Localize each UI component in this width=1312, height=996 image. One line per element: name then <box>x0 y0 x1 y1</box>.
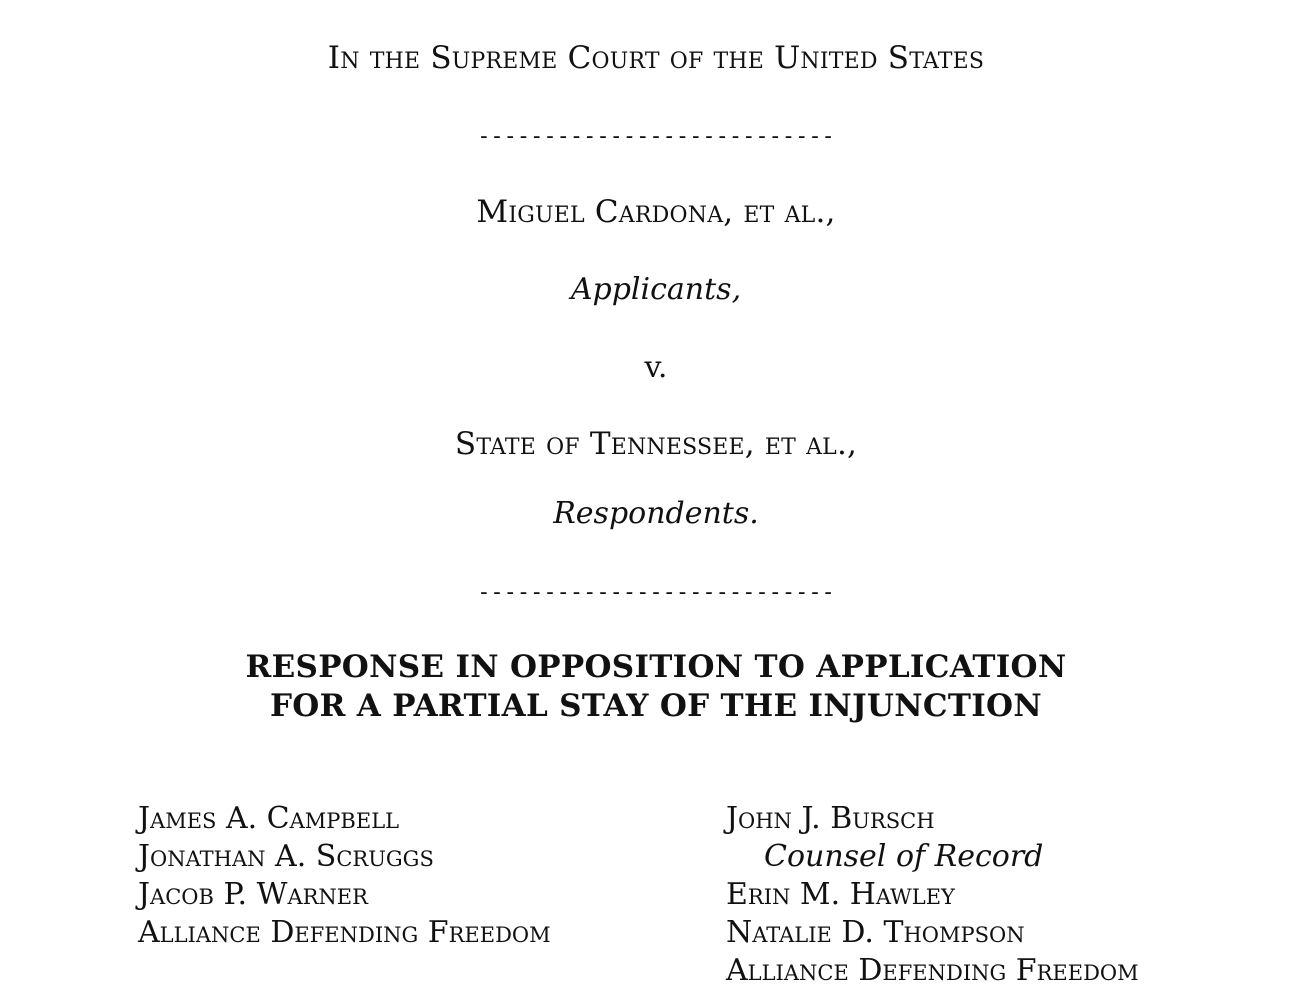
separator-top: --------------------------- <box>477 124 835 149</box>
respondent-role: Respondents. <box>553 496 759 531</box>
document-title-line-1: RESPONSE IN OPPOSITION TO APPLICATION <box>245 649 1067 685</box>
counsel-of-record-label: Counsel of Record <box>764 839 1044 874</box>
counsel-left-name: Jacob P. Warner <box>138 877 368 912</box>
counsel-left-name: James A. Campbell <box>138 801 400 836</box>
versus: v. <box>644 350 668 385</box>
document-title-line-2: FOR A PARTIAL STAY OF THE INJUNCTION <box>270 688 1042 724</box>
counsel-of-record-name: John J. Bursch <box>726 801 935 836</box>
respondent-name: State of Tennessee, et al., <box>454 426 858 462</box>
separator-bottom: --------------------------- <box>477 580 835 605</box>
applicant-role: Applicants, <box>570 272 742 307</box>
counsel-right-organization: Alliance Defending Freedom <box>726 953 1139 988</box>
counsel-right-name: Natalie D. Thompson <box>726 915 1025 950</box>
court-caption: In the Supreme Court of the United States <box>327 40 985 76</box>
counsel-right-column <box>726 800 1139 990</box>
counsel-left-column <box>138 800 551 952</box>
counsel-left-name: Jonathan A. Scruggs <box>138 839 434 874</box>
counsel-left-organization: Alliance Defending Freedom <box>138 915 551 950</box>
counsel-right-name: Erin M. Hawley <box>726 877 955 912</box>
applicant-name: Miguel Cardona, et al., <box>476 194 836 230</box>
